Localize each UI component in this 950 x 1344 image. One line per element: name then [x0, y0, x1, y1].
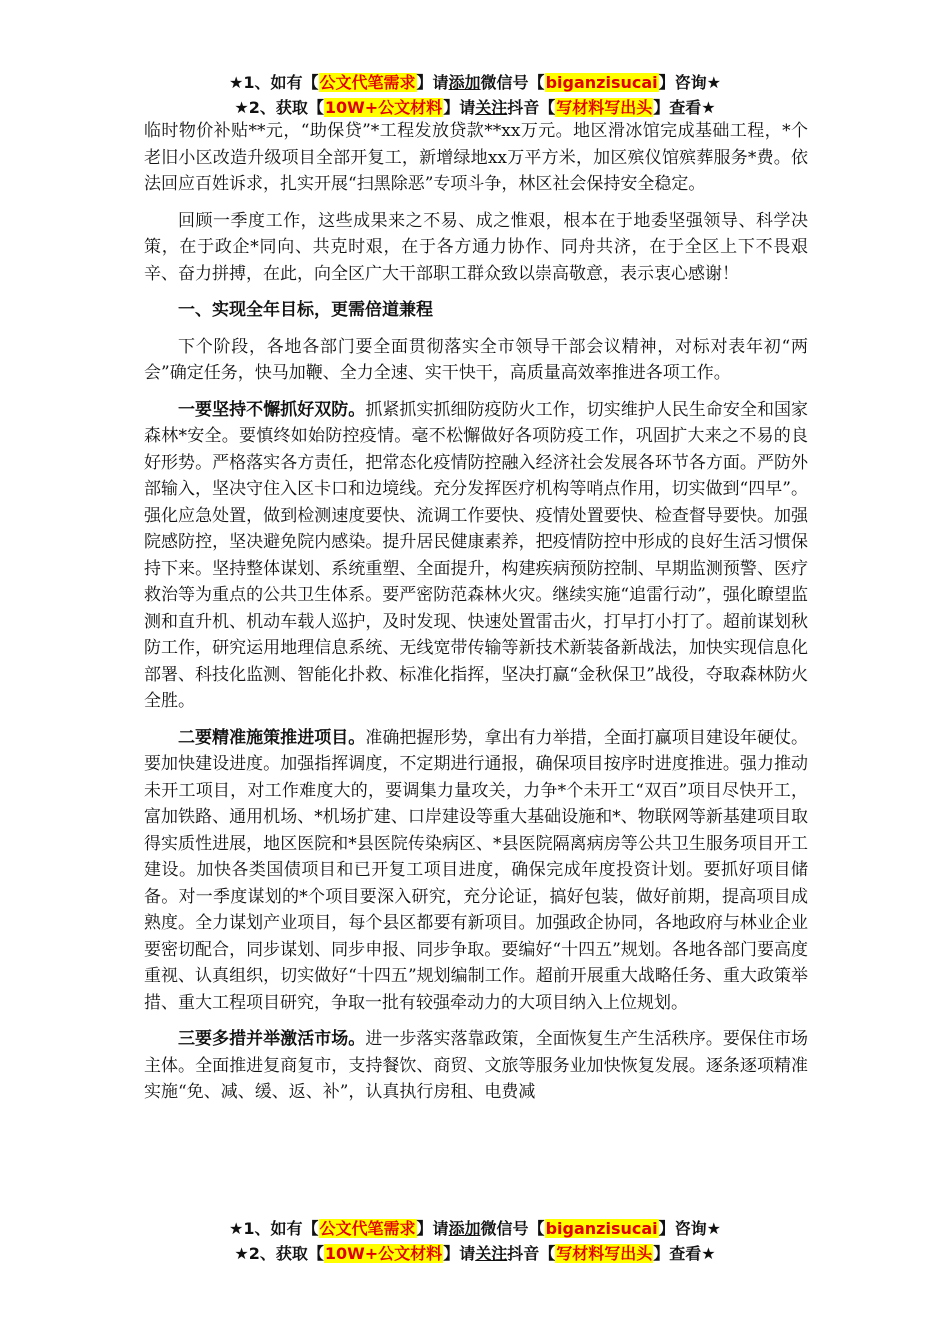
paragraph-lead: 一要坚持不懈抓好双防。 — [178, 399, 366, 420]
highlight-text: 10W+公文材料 — [324, 1244, 443, 1263]
promo-banner-bottom — [0, 1216, 950, 1266]
banner-line-1: ★1、如有【公文代笔需求】请添加微信号【biganzisucai】咨询★ — [229, 73, 721, 92]
douyin-id: 写材料写出头 — [556, 1244, 653, 1263]
paragraph: 临时物价补贴**元，“助保贷”*工程发放贷款**xx万元。地区滑冰馆完成基础工程，*个老旧小区改造升级项目全部开复工，新增绿地xx万平方米，加区殡仪馆殡葬服务*费。依法回应百姓诉求，扎实开展“扫黑除恶”专项斗争，林区社会保持安全稳定。 — [144, 121, 808, 194]
underlined-text: 关注 — [475, 1244, 508, 1263]
underlined-text: 添加 — [448, 1219, 481, 1238]
douyin-id: 写材料写出头 — [556, 98, 653, 117]
star-icon: ★ — [229, 73, 244, 92]
paragraph: 一要坚持不懈抓好双防。抓紧抓实抓细防疫防火工作，切实维护人民生命安全和国家森林*安全。要慎终如始防控疫情。毫不松懈做好各项防疫工作，巩固扩大来之不易的良好形势。严格落实各方责任，把常态化疫情防控融入经济社会发展各环节各方面。严防外部输入，坚决守住入区卡口和边境线。充分发挥医疗机构等哨点作用，切实做到“四早”。强化应急处置，做到检测速度要快、流调工作要快、疫情处置要快、检查督导要快。加强院感防控，坚决避免院内感染。提升居民健康素养，把疫情防控中形成的良好生活习惯保持下来。坚持整体谋划、系统重塑、全面提升，构建疾病预防控制、早期监测预警、医疗救治等为重点的公共卫生体系。要严密防范森林火灾。继续实施“追雷行动”，强化瞭望监测和直升机、机动车载人巡护，及时发现、快速处置雷击火，打早打小打了。超前谋划秋防工作，研究运用地理信息系统、无线宽带传输等新技术新装备新战法，加快实现信息化部署、科技化监测、智能化扑救、标准化指挥，坚决打赢“金秋保卫”战役，夺取森林防火全胜。 — [144, 399, 809, 711]
highlight-text: 公文代笔需求 — [319, 1219, 416, 1238]
paragraph: 下个阶段，各地各部门要全面贯彻落实全市领导干部会议精神，对标对表年初“两会”确定任务，快马加鞭、全力全速、实干快干，高质量高效率推进各项工作。 — [144, 336, 808, 383]
wechat-id: biganzisucai — [545, 1219, 658, 1238]
underlined-text: 添加 — [448, 73, 481, 92]
promo-banner-top — [0, 70, 950, 120]
underlined-text: 关注 — [475, 98, 508, 117]
star-icon: ★ — [234, 98, 249, 117]
document-body — [144, 118, 808, 1106]
banner-line-2: ★2、获取【10W+公文材料】请关注抖音【写材料写出头】查看★ — [234, 1244, 716, 1263]
paragraph-lead: 三要多措并举激活市场。 — [178, 1029, 366, 1049]
paragraph: 回顾一季度工作，这些成果来之不易、成之惟艰，根本在于地委坚强领导、科学决策，在于政企*同向、共克时艰，在于各方通力协作、同舟共济，在于全区上下不畏艰辛、奋力拼搏，在此，向全区广大干部职工群众致以崇高敬意，表示衷心感谢！ — [144, 210, 808, 284]
highlight-text: 10W+公文材料 — [324, 98, 443, 117]
banner-line-2: ★2、获取【10W+公文材料】请关注抖音【写材料写出头】查看★ — [234, 98, 716, 117]
highlight-text: 公文代笔需求 — [319, 73, 416, 92]
paragraph: 三要多措并举激活市场。进一步落实落靠政策，全面恢复生产生活秩序。要保住市场主体。全面推进复商复市，支持餐饮、商贸、文旅等服务业加快恢复发展。逐条逐项精准实施“免、减、缓、返、补”，认真执行房租、电费减 — [144, 1029, 809, 1102]
paragraph: 二要精准施策推进项目。准确把握形势，拿出有力举措，全面打赢项目建设年硬仗。要加快建设进度。加强指挥调度，不定期进行通报，确保项目按序时进度推进。强力推动未开工项目，对工作难度大的，要调集力量攻关，力争*个未开工“双百”项目尽快开工，富加铁路、通用机场、*机场扩建、口岸建设等重大基础设施和*、物联网等新基建项目取得实质性进展，地区医院和*县医院传染病区、*县医院隔离病房等公共卫生服务项目开工建设。加快各类国债项目和已开复工项目进度，确保完成年度投资计划。要抓好项目储备。对一季度谋划的*个项目要深入研究，充分论证，搞好包装，做好前期，提高项目成熟度。全力谋划产业项目，每个县区都要有新项目。加强政企协同，各地政府与林业企业要密切配合，同步谋划、同步申报、同步争取。要编好“十四五”规划。各地各部门要高度重视、认真组织，切实做好“十四五”规划编制工作。超前开展重大战略任务、重大政策举措、重大工程项目研究，争取一批有较强牵动力的大项目纳入上位规划。 — [144, 727, 809, 1013]
star-icon: ★ — [234, 1244, 249, 1263]
wechat-id: biganzisucai — [545, 73, 658, 92]
paragraph-lead: 二要精准施策推进项目。 — [178, 727, 366, 748]
banner-line-1: ★1、如有【公文代笔需求】请添加微信号【biganzisucai】咨询★ — [229, 1219, 721, 1238]
section-heading: 一、实现全年目标，更需倍道兼程 — [178, 300, 433, 320]
star-icon: ★ — [229, 1219, 244, 1238]
